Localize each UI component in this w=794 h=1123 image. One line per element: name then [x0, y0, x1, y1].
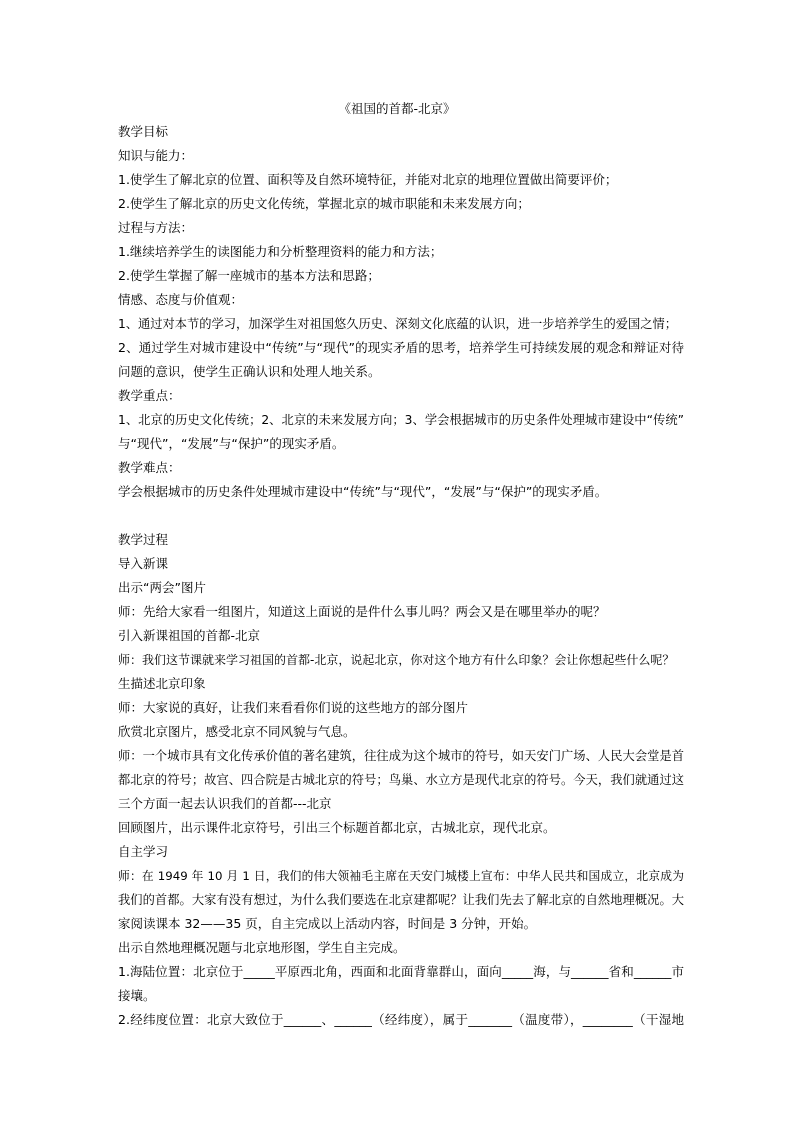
text-line: 问题的意识，使学生正确认识和处理人地关系。	[118, 364, 381, 379]
text-line: 师：一个城市具有文化传承价值的著名建筑，往往成为这个城市的符号，如天安门广场、人民大会堂是首	[118, 749, 684, 763]
text-line: 1.使学生了解北京的位置、面积等及自然环境特征，并能对北京的地理位置做出简要评价；	[118, 172, 618, 187]
heading-teaching-goals: 教学目标	[118, 124, 169, 139]
text-line: 师：我们这节课就来学习祖国的首都-北京，说起北京，你对这个地方有什么印象？会让你想起些什么呢？	[118, 653, 675, 667]
text-line: 回顾图片，出示课件北京符号，引出三个标题首都北京，古城北京，现代北京。	[118, 820, 556, 835]
text-line: 引入新课祖国的首都-北京	[118, 628, 261, 643]
text-line: 1.继续培养学生的读图能力和分析整理资料的能力和方法；	[118, 244, 443, 259]
text-line: 2.使学生了解北京的历史文化传统，掌握北京的城市职能和未来发展方向；	[118, 196, 530, 211]
subheading-knowledge: 知识与能力：	[118, 148, 194, 163]
heading-teaching-process: 教学过程	[118, 532, 169, 547]
subheading-introduction: 导入新课	[118, 556, 169, 571]
subheading-self-study: 自主学习	[118, 844, 169, 859]
text-line: 家阅读课本 32——35 页，自主完成以上活动内容，时间是 3 分钟，开始。	[118, 916, 537, 931]
subheading-process: 过程与方法：	[118, 220, 194, 235]
text-line: 我们的首都。大家有没有想过，为什么我们要选在北京建都呢？让我们先去了解北京的自然地理概况。大	[118, 893, 684, 907]
text-line: 三个方面一起去认识我们的首都---北京	[118, 796, 332, 811]
text-line: 2、通过学生对城市建设中“传统”与“现代”的现实矛盾的思考，培养学生可持续发展的观念和辩证对待	[118, 340, 684, 355]
exercise-line: 1.海陆位置：北京位于_____平原西北角，西面和北面背靠群山，面向_____海，与______省和______市	[118, 964, 684, 979]
subheading-attitude: 情感、态度与价值观：	[118, 292, 244, 307]
document-title: 《祖国的首都-北京》	[338, 101, 456, 116]
text-line: 师：先给大家看一组图片，知道这上面说的是件什么事儿吗？两会又是在哪里举办的呢？	[118, 604, 606, 619]
text-line: 都北京的符号；故宫、四合院是古城北京的符号；鸟巢、水立方是现代北京的符号。今天，我们就通过这	[118, 773, 684, 787]
exercise-line: 接壤。	[118, 988, 156, 1003]
text-line: 2.使学生掌握了解一座城市的基本方法和思路；	[118, 268, 380, 283]
text-line: 与“现代”，“发展”与“保护”的现实矛盾。	[118, 436, 345, 451]
exercise-line: 2.经纬度位置：北京大致位于______、______（经纬度），属于_______（温度带），________（干湿地	[118, 1012, 684, 1027]
text-line: 出示自然地理概况题与北京地形图，学生自主完成。	[118, 940, 406, 955]
text-line: 师：大家说的真好，让我们来看看你们说的这些地方的部分图片	[118, 700, 469, 715]
text-line: 生描述北京印象	[118, 676, 206, 691]
text-line: 师：在 1949 年 10 月 1 日，我们的伟大领袖毛主席在天安门城楼上宣布：中华人民共和国成立，北京成为	[118, 869, 684, 883]
text-line: 1、北京的历史文化传统；2、北京的未来发展方向；3、学会根据城市的历史条件处理城市建设中“传统”	[118, 413, 684, 427]
text-line: 出示“两会”图片	[118, 580, 206, 595]
text-line: 欣赏北京图片，感受北京不同风貌与气息。	[118, 724, 356, 739]
heading-difficult-points: 教学难点：	[118, 460, 181, 475]
heading-key-points: 教学重点：	[118, 388, 181, 403]
text-line: 学会根据城市的历史条件处理城市建设中“传统”与“现代”，“发展”与“保护”的现实矛盾。	[118, 484, 608, 499]
text-line: 1、通过对本节的学习，加深学生对祖国悠久历史、深刻文化底蕴的认识，进一步培养学生的爱国之情；	[118, 317, 678, 331]
